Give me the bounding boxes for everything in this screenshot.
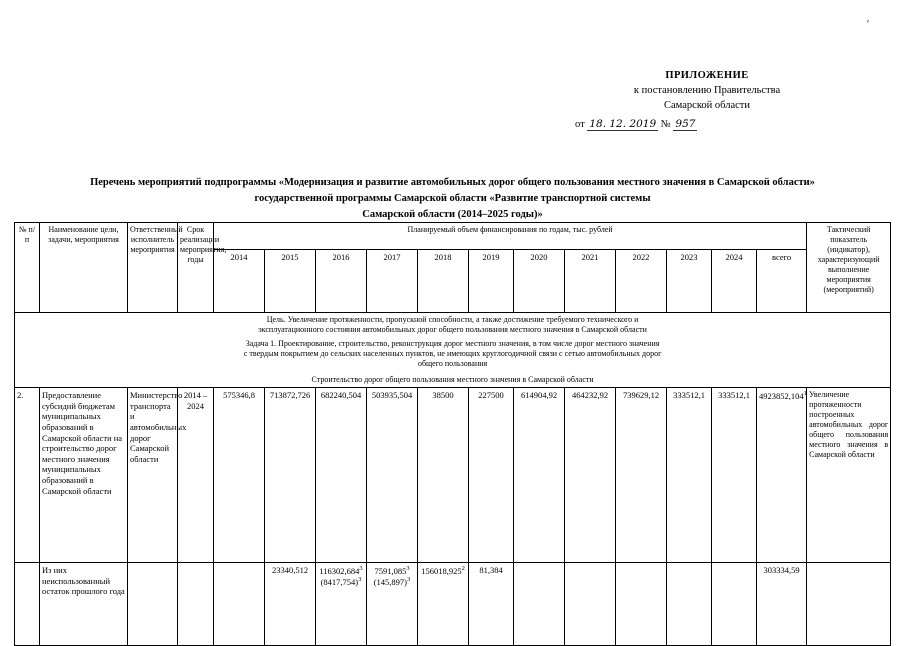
value-secondary: (8417,754) xyxy=(320,577,359,588)
row-name: Из них неиспользованный остаток прошлого года xyxy=(40,563,128,646)
col-header-year-2020: 2020 xyxy=(514,250,565,313)
row-number: 2. xyxy=(15,388,40,563)
row-executor xyxy=(128,563,178,646)
table-row xyxy=(15,388,891,563)
appendix-subtitle-1: к постановлению Правительства xyxy=(633,85,781,97)
row-value-2019: 227500 xyxy=(469,388,514,563)
row-value-2014: 575346,8 xyxy=(214,388,265,563)
value-footnote: 2 xyxy=(461,565,465,572)
row-total: 303334,59 xyxy=(757,563,807,646)
page-title xyxy=(40,175,865,222)
col-header-year-2018: 2018 xyxy=(418,250,469,313)
table-header-row-1 xyxy=(15,223,891,250)
col-header-year-2016: 2016 xyxy=(316,250,367,313)
appendix-date-line xyxy=(557,117,857,132)
appendix-header xyxy=(557,68,857,132)
col-header-finance-group: Планируемый объем финансирования по годам, тыс. рублей xyxy=(214,223,807,250)
value-footnote: 3 xyxy=(406,565,410,572)
value-footnote-2: 3 xyxy=(407,576,411,584)
col-header-term: Срок реализации мероприятия, годы xyxy=(178,223,214,313)
col-header-year-2022: 2022 xyxy=(616,250,667,313)
row-number xyxy=(15,563,40,646)
row-value-2020 xyxy=(514,563,565,646)
row-value-2023: 333512,1 xyxy=(667,388,712,563)
row-value-2022 xyxy=(616,563,667,646)
row-indicator: Увеличение протяженности построенных автомобильных дорог общего пользования местного значения в Самарской области xyxy=(807,388,891,563)
row-value-2018: 38500 xyxy=(418,388,469,563)
col-header-year-2014: 2014 xyxy=(214,250,265,313)
title-line-1: Перечень мероприятий подпрограммы «Модернизация и развитие автомобильных дорог общего пользования местного значения в Самарской области» xyxy=(90,177,815,188)
row-value-2021 xyxy=(565,563,616,646)
row-value-2015: 23340,512 xyxy=(265,563,316,646)
section-line: Строительство дорог общего пользования местного значения в Самарской области xyxy=(311,375,594,384)
value-main: 156018,925 xyxy=(421,565,462,576)
row-value-2023 xyxy=(667,563,712,646)
row-indicator xyxy=(807,563,891,646)
col-header-total: всего xyxy=(757,250,807,313)
measures-table-wrapper xyxy=(14,222,891,646)
row-value-2015: 713872,726 xyxy=(265,388,316,563)
task-line-2: с твердым покрытием до сельских населенных пунктов, не имеющих круглогодичной связи с сетью автомобильных дорог xyxy=(243,349,662,358)
row-value-2020: 614904,92 xyxy=(514,388,565,563)
col-header-year-2021: 2021 xyxy=(565,250,616,313)
col-header-num: № п/п xyxy=(15,223,40,313)
task-line-3: общего пользования xyxy=(417,359,488,368)
row-value-2016 xyxy=(316,563,367,646)
date-value: 18. 12. 2019 xyxy=(589,117,657,130)
date-prefix: от xyxy=(575,118,585,130)
row-term xyxy=(178,563,214,646)
title-line-3: Самарской области (2014–2025 годы)» xyxy=(362,208,543,220)
row-value-2016: 682240,504 xyxy=(316,388,367,563)
value-main: 7591,085 xyxy=(374,565,407,576)
value-footnote-2: 3 xyxy=(358,576,362,584)
goal-block-row xyxy=(15,313,891,388)
row-value-2024 xyxy=(712,563,757,646)
title-line-2: государственной программы Самарской области «Развитие транспортной системы xyxy=(254,192,651,204)
appendix-title: ПРИЛОЖЕНИЕ xyxy=(665,70,749,81)
row-value-2022: 739629,12 xyxy=(616,388,667,563)
row-value-2021: 464232,92 xyxy=(565,388,616,563)
row-total xyxy=(757,388,807,563)
goal-line-2: эксплуатационного состояния автомобильных дорог общего пользования местного значения в Самарской области xyxy=(258,325,647,334)
value-secondary: (145,897) xyxy=(373,577,408,588)
row-value-2017: 503935,504 xyxy=(367,388,418,563)
row-value-2017 xyxy=(367,563,418,646)
goal-line-1: Цель. Увеличение протяженности, пропускной способности, а также достижение требуемого технического и xyxy=(266,315,639,324)
row-value-2024: 333512,1 xyxy=(712,388,757,563)
row-total-value: 4923852,104 xyxy=(759,390,804,401)
measures-table xyxy=(14,222,891,646)
col-header-year-2024: 2024 xyxy=(712,250,757,313)
col-header-year-2017: 2017 xyxy=(367,250,418,313)
row-total-footnote: 1 xyxy=(803,390,807,397)
value-main: 116302,684 xyxy=(319,565,360,576)
row-value-2019: 81,384 xyxy=(469,563,514,646)
col-header-year-2019: 2019 xyxy=(469,250,514,313)
appendix-subtitle-2: Самарской области xyxy=(664,100,750,112)
value-footnote: 3 xyxy=(359,565,363,572)
row-value-2014 xyxy=(214,563,265,646)
task-line-1: Задача 1. Проектирование, строительство, реконструкция дорог местного значения, в том числе дорог местного значения xyxy=(245,339,660,348)
row-value-2018 xyxy=(418,563,469,646)
col-header-year-2023: 2023 xyxy=(667,250,712,313)
table-row xyxy=(15,563,891,646)
page-corner-mark: ʻ xyxy=(866,18,870,31)
row-name: Предоставление субсидий бюджетам муниципальных образований в Самарской области на строительство дорог местного значения муниципальных образований в Самарской области xyxy=(40,388,128,563)
col-header-name: Наименование цели, задачи, мероприятия xyxy=(40,223,128,313)
col-header-indicator: Тактический показатель (индикатор), характеризующий выполнение мероприятия (мероприятий) xyxy=(807,223,891,313)
number-prefix: № xyxy=(660,118,671,130)
col-header-year-2015: 2015 xyxy=(265,250,316,313)
row-executor: Министерство транспорта и автомобильных дорог Самарской области xyxy=(128,388,178,563)
number-value: 957 xyxy=(675,117,696,130)
row-term: 2014 – 2024 xyxy=(178,388,214,563)
col-header-executor: Ответственный исполнитель мероприятия xyxy=(128,223,178,313)
goal-block xyxy=(15,313,891,388)
